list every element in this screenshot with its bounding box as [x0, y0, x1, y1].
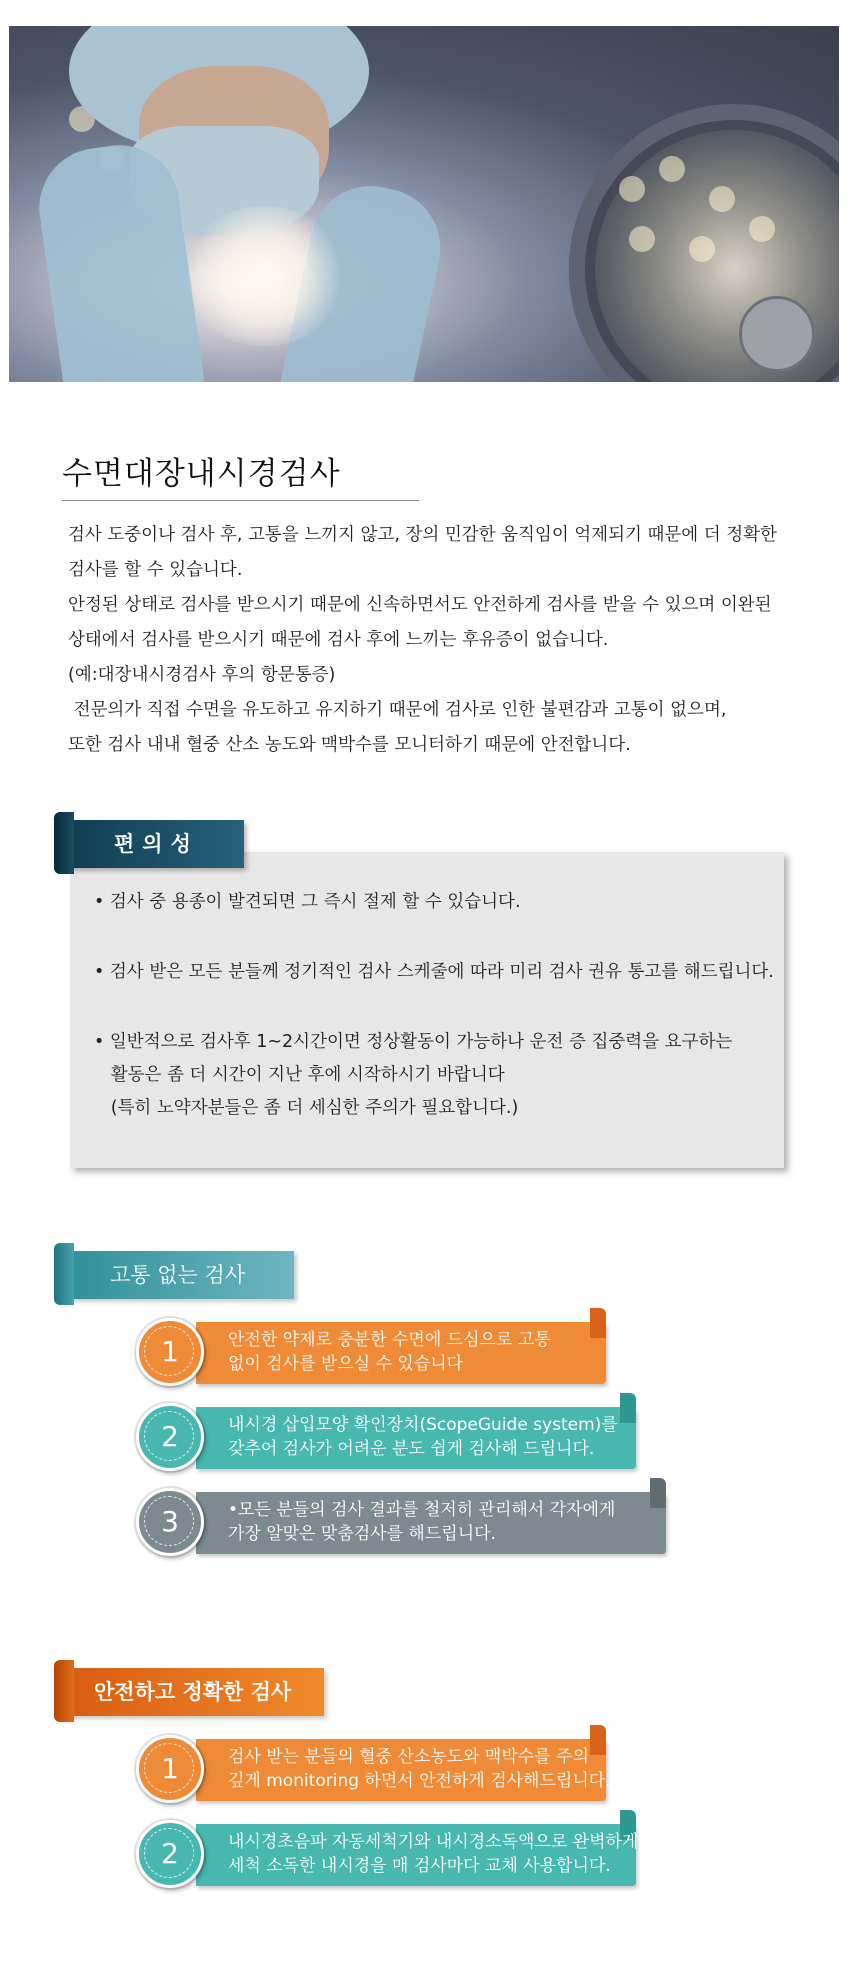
- title-underline: [62, 500, 419, 501]
- safe-step-1: [136, 1739, 611, 1801]
- step-line: 없이 검사를 받으실 수 있습니다: [228, 1354, 464, 1374]
- step-line: 가장 알맞은 맞춤검사를 해드립니다.: [228, 1524, 496, 1544]
- step-number: 1: [136, 1318, 204, 1386]
- step-number: 1: [136, 1735, 204, 1803]
- step-banner-flap: [650, 1478, 666, 1508]
- painless-step-3: [136, 1492, 666, 1554]
- convenience-line: (특히 노약자분들은 좀 더 세심한 주의가 필요합니다.): [94, 1098, 519, 1118]
- step-number: 2: [136, 1820, 204, 1888]
- section-tab-painless: [54, 1251, 294, 1299]
- convenience-box: [70, 852, 784, 1168]
- convenience-line: • 검사 중 용종이 발견되면 그 즉시 절제 할 수 있습니다.: [94, 892, 521, 912]
- convenience-item: [94, 956, 774, 989]
- tab-cap: [54, 1660, 74, 1722]
- step-text: [228, 1498, 615, 1546]
- step-line: 깊게 monitoring 하면서 안전하게 검사해드립니다.: [228, 1771, 611, 1791]
- section-tab-safe: [54, 1668, 324, 1716]
- intro-line: 전문의가 직접 수면을 유도하고 유지하기 때문에 검사로 인한 불편감과 고통이 없으며,: [68, 700, 727, 720]
- step-line: •모든 분들의 검사 결과를 철저히 관리해서 각자에게: [228, 1500, 616, 1520]
- convenience-item: [94, 1026, 732, 1125]
- convenience-item: [94, 886, 521, 919]
- convenience-line: 활동은 좀 더 시간이 지난 후에 시작하시기 바랍니다: [94, 1065, 505, 1085]
- light-glow: [179, 206, 349, 346]
- convenience-line: • 검사 받은 모든 분들께 정기적인 검사 스케줄에 따라 미리 검사 권유 통고를 해드립니다.: [94, 962, 774, 982]
- intro-line: (예:대장내시경검사 후의 항문통증): [68, 665, 336, 685]
- painless-step-2: [136, 1407, 636, 1469]
- step-banner-flap: [590, 1308, 606, 1338]
- step-banner-flap: [620, 1393, 636, 1423]
- step-line: 세척 소독한 내시경을 매 검사마다 교체 사용합니다.: [228, 1856, 611, 1876]
- step-number: 3: [136, 1488, 204, 1556]
- intro-line: 또한 검사 내내 혈중 산소 농도와 맥박수를 모니터하기 때문에 안전합니다.: [68, 735, 631, 755]
- step-number: 2: [136, 1403, 204, 1471]
- intro-line: 검사 도중이나 검사 후, 고통을 느끼지 않고, 장의 민감한 움직임이 억제되기 때문에 더 정확한: [68, 525, 777, 545]
- section-heading: 편의성: [114, 832, 199, 856]
- convenience-line: • 일반적으로 검사후 1~2시간이면 정상활동이 가능하나 운전 증 집중력을 요구하는: [94, 1032, 733, 1052]
- tab-cap: [54, 812, 74, 874]
- step-line: 안전한 약제로 충분한 수면에 드심으로 고통: [228, 1330, 551, 1350]
- intro-line: 안정된 상태로 검사를 받으시기 때문에 신속하면서도 안전하게 검사를 받을 수 있으며 이완된: [68, 595, 772, 615]
- intro-line: 검사를 할 수 있습니다.: [68, 560, 243, 580]
- step-line: 검사 받는 분들의 혈중 산소농도와 맥박수를 주의: [228, 1747, 589, 1767]
- step-text: [228, 1830, 638, 1878]
- surgical-lamp-center: [739, 296, 815, 372]
- step-text: [228, 1745, 611, 1793]
- tab-cap: [54, 1243, 74, 1305]
- section-heading: 고통 없는 검사: [110, 1263, 246, 1287]
- step-text: [228, 1413, 618, 1461]
- intro-text: [68, 518, 808, 763]
- section-tab-convenience: [54, 820, 244, 868]
- intro-line: 상태에서 검사를 받으시기 때문에 검사 후에 느끼는 후유증이 없습니다.: [68, 630, 609, 650]
- safe-step-2: [136, 1824, 639, 1886]
- step-line: 내시경 삽입모양 확인장치(ScopeGuide system)를: [228, 1415, 618, 1435]
- page-title: 수면대장내시경검사: [62, 456, 341, 492]
- hero-photo: [9, 26, 839, 382]
- painless-step-1: [136, 1322, 606, 1384]
- section-heading: 안전하고 정확한 검사: [94, 1680, 292, 1704]
- step-line: 내시경초음파 자동세척기와 내시경소독액으로 완벽하게: [228, 1832, 639, 1852]
- step-text: [228, 1328, 551, 1376]
- step-line: 갖추어 검사가 어려운 분도 쉽게 검사해 드립니다.: [228, 1439, 595, 1459]
